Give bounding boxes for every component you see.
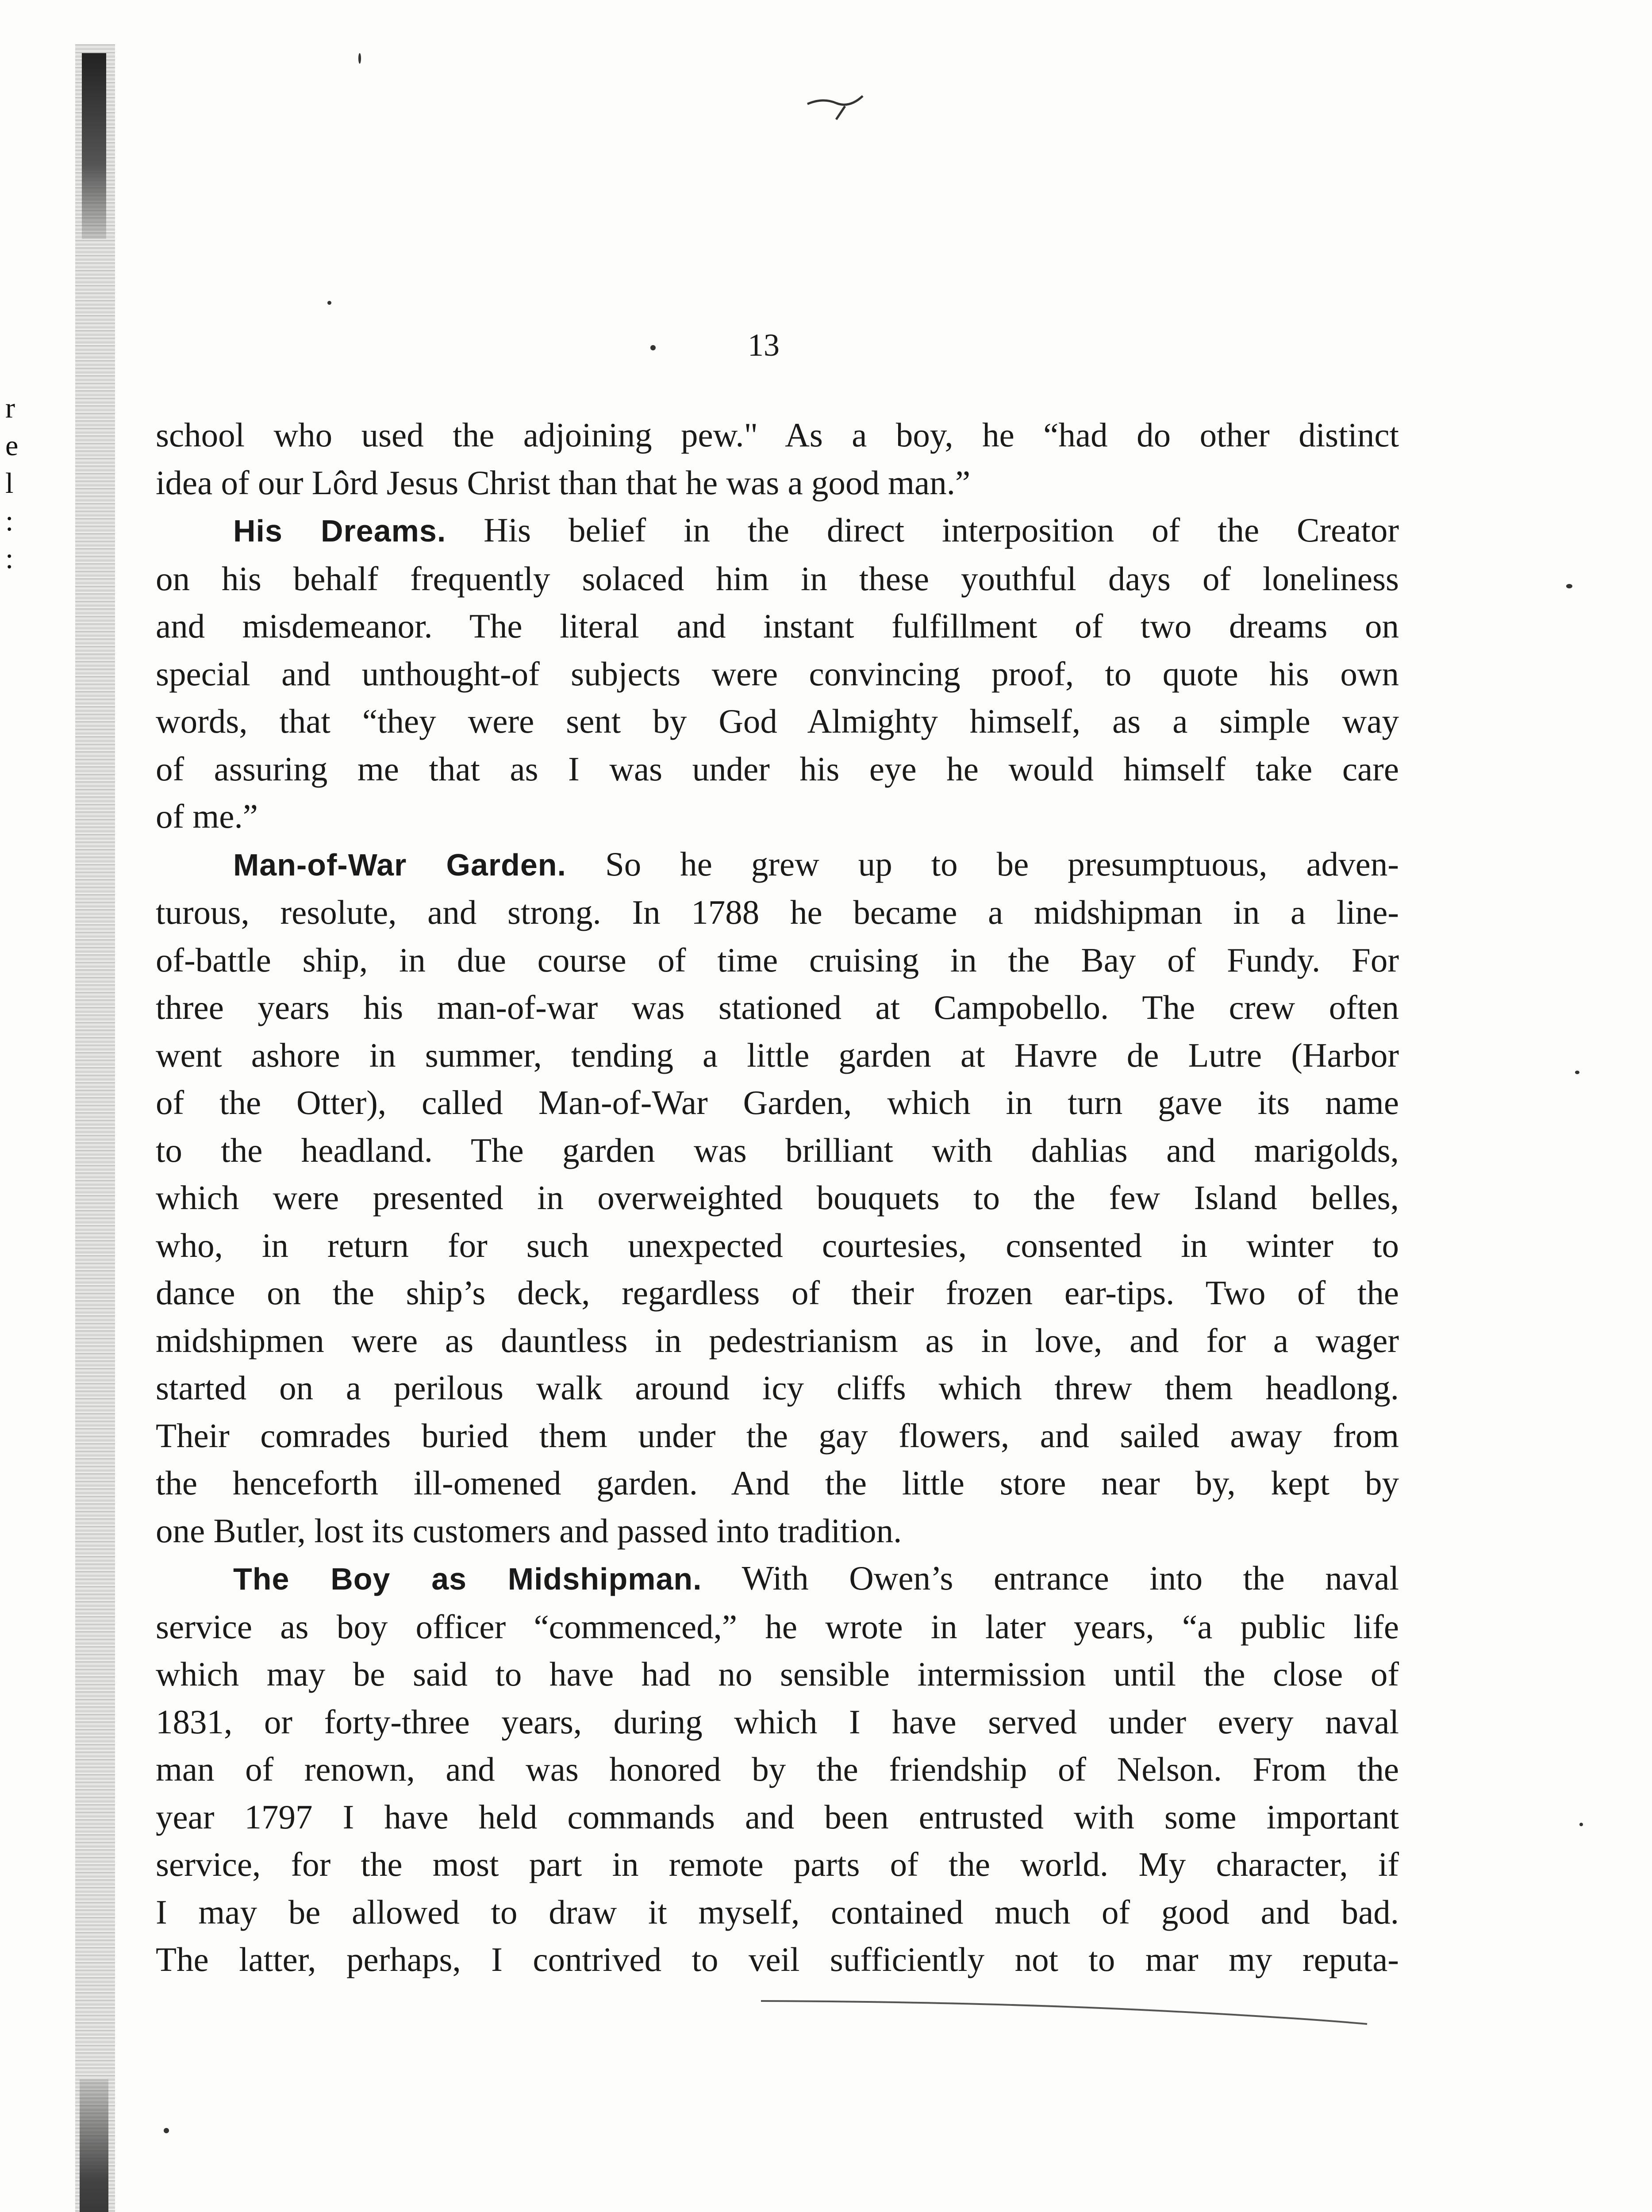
text-line: and misdemeanor. The literal and instant fulfillment of two dreams on [156,607,1399,645]
text-line-rest: With Owen’s entrance into the naval [741,1559,1399,1597]
text-line: started on a perilous walk around icy cliffs which threw them headlong. [156,1369,1399,1407]
edge-letter: : [5,542,14,575]
text-line: of assuring me that as I was under his eye he would himself take care [156,749,1399,788]
text-line [156,507,1399,555]
paragraph-1 [156,411,1399,507]
text-line: to the headland. The garden was brilliant with dahlias and marigolds, [156,1131,1399,1169]
scan-speck [1579,1823,1583,1826]
scan-speck [358,53,361,64]
text-line: turous, resolute, and strong. In 1788 he became a midshipman in a line- [156,893,1399,931]
edge-letter: r [5,392,15,424]
paragraph-his-dreams [156,507,1399,841]
scan-speck [1566,584,1572,588]
scan-speck [1575,1071,1579,1074]
text-line: went ashore in summer, tending a little garden at Havre de Lutre (Harbor [156,1036,1399,1074]
text-line: which may be said to have had no sensible intermission until the close of [156,1655,1399,1693]
text-line: three years his man-of-war was stationed at Campobello. The crew often [156,988,1399,1026]
edge-letter: : [5,505,14,537]
binding-shadow-top [82,53,106,239]
text-line: service as boy officer “commenced,” he wrote in later years, “a public life [156,1607,1399,1646]
pencil-underline-mark [761,1993,1372,2028]
text-line [156,841,1399,889]
text-line: of the Otter), called Man-of-War Garden, which in turn gave its name [156,1083,1399,1121]
text-line: The latter, perhaps, I contrived to veil sufficiently not to mar my reputa- [156,1940,1399,1978]
text-line: the henceforth ill-omened garden. And the little store near by, kept by [156,1464,1399,1502]
text-line: words, that “they were sent by God Almighty himself, as a simple way [156,702,1399,740]
text-line: one Butler, lost its customers and passed into tradition. [156,1511,902,1550]
text-line: dance on the ship’s deck, regardless of their frozen ear-tips. Two of the [156,1274,1399,1312]
text-line [156,1555,1399,1603]
text-line: of-battle ship, in due course of time cruising in the Bay of Fundy. For [156,941,1399,979]
edge-letter: l [5,467,14,499]
text-line-rest: His belief in the direct interposition of the Creator [484,511,1399,549]
text-line: Their comrades buried them under the gay flowers, and sailed away from [156,1416,1399,1455]
paragraph-boy-as-midshipman [156,1555,1399,1984]
text-line: special and unthought-of subjects were convincing proof, to quote his own [156,654,1399,693]
text-line: year 1797 I have held commands and been entrusted with some important [156,1797,1399,1836]
page-number: 13 [748,327,780,363]
text-line: midshipmen were as dauntless in pedestrianism as in love, and for a wager [156,1321,1399,1359]
binding-shadow-bottom [80,2079,108,2212]
pencil-mark-icon [805,91,867,122]
text-line: idea of our Lôrd Jesus Christ than that he was a good man.” [156,463,971,502]
text-line: of me.” [156,797,258,835]
text-line: who, in return for such unexpected courtesies, consented in winter to [156,1226,1399,1264]
section-heading: His Dreams. [233,514,446,548]
body-text [156,411,1399,1984]
section-heading: Man-of-War Garden. [233,847,567,882]
text-line: man of renown, and was honored by the friendship of Nelson. From the [156,1750,1399,1788]
scan-speck [327,301,331,305]
text-line: which were presented in overweighted bouquets to the few Island belles, [156,1179,1399,1217]
text-line-rest: So he grew up to be presumptuous, adven- [605,845,1399,883]
text-line: I may be allowed to draw it myself, contained much of good and bad. [156,1893,1399,1931]
paragraph-man-of-war-garden [156,841,1399,1555]
facing-page-edge-letters [5,389,18,577]
binding-shadow [75,44,115,2212]
text-line: on his behalf frequently solaced him in these youthful days of loneliness [156,559,1399,598]
edge-letter: e [5,430,19,462]
scan-speck [650,345,656,350]
scan-speck [164,2128,169,2133]
section-heading: The Boy as Midshipman. [233,1562,702,1596]
text-line: 1831, or forty-three years, during which I have served under every naval [156,1702,1399,1741]
text-line: service, for the most part in remote parts of the world. My character, if [156,1845,1399,1883]
text-line: school who used the adjoining pew." As a boy, he “had do other distinct [156,416,1399,454]
